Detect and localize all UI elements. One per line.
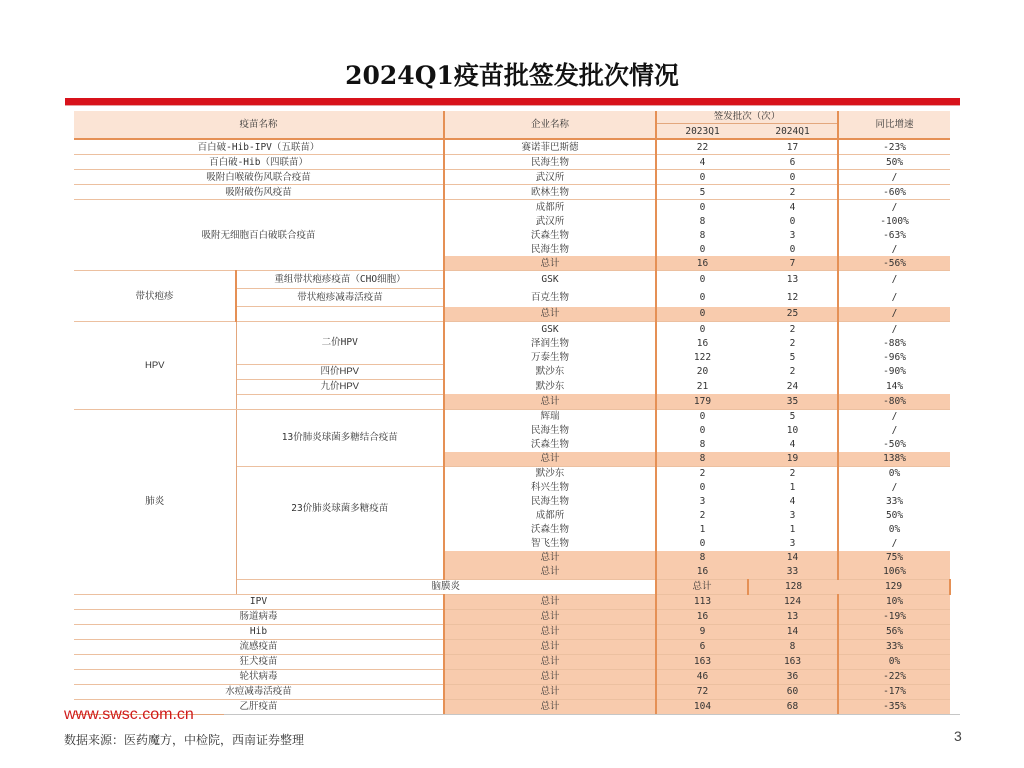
yoy-cell: /: [891, 308, 898, 320]
yoy-cell: /: [891, 201, 898, 213]
vaccine-cell: 带状疱疹减毒活疫苗: [236, 289, 444, 307]
q2023-cell: 5: [699, 186, 706, 198]
q2024-cell: 5: [748, 409, 838, 424]
header-2023q1: 2023Q1: [685, 125, 720, 137]
q2024-cell: 5: [748, 350, 838, 364]
yoy-cell: 0%: [888, 656, 901, 667]
q2024-cell: 3: [748, 228, 838, 242]
q2023-cell: 0: [699, 171, 706, 183]
q2024-cell: 2: [748, 466, 838, 481]
q2024-cell: 19: [748, 452, 838, 467]
q2023-cell: 2: [699, 468, 706, 479]
company-cell: 默沙东: [444, 379, 656, 394]
company-cell: 民海生物: [444, 155, 656, 170]
vaccine-cell: 乙肝疫苗: [74, 699, 444, 714]
table-row: [74, 185, 950, 200]
q2024-cell: 6: [748, 155, 838, 170]
table-row: [74, 200, 950, 215]
q2024-cell: 3: [748, 537, 838, 551]
vaccine-cell: 吸附无细胞百白破联合疫苗: [74, 200, 444, 271]
q2024-cell: 13: [748, 609, 838, 624]
yoy-cell: -60%: [883, 186, 906, 198]
q2024-cell: 163: [748, 654, 838, 669]
yoy-cell: 0%: [888, 468, 901, 479]
total-row: [74, 624, 950, 639]
q2023-cell: 72: [696, 686, 709, 697]
company-cell: 总计: [444, 654, 656, 669]
company-cell: 赛诺菲巴斯德: [444, 139, 656, 155]
q2024-cell: 17: [748, 139, 838, 155]
q2023-cell: 104: [693, 701, 712, 712]
total-row: [74, 699, 950, 714]
q2024-cell: 8: [748, 639, 838, 654]
vaccine-cell-blank: [236, 551, 444, 565]
yoy-cell: /: [891, 482, 898, 493]
company-cell: 总计: [444, 699, 656, 714]
company-cell: GSK: [444, 271, 656, 289]
data-source-note: 数据来源：医药魔方，中检院，西南证券整理: [64, 733, 305, 747]
yoy-cell: 14%: [885, 381, 904, 392]
q2024-cell: 1: [748, 523, 838, 537]
table-row: [74, 322, 950, 337]
q2023-cell: 8: [699, 229, 706, 241]
yoy-cell: -17%: [883, 686, 906, 697]
yoy-cell: -100%: [880, 215, 909, 227]
company-cell: 成都所: [444, 200, 656, 215]
vaccine-cell-blank: [236, 307, 444, 322]
company-cell: 辉瑞: [444, 409, 656, 424]
q2023-cell: 0: [699, 274, 706, 286]
company-cell: 泽润生物: [444, 336, 656, 350]
vaccine-cell: 九价HPV: [236, 379, 444, 394]
footer-divider: [224, 714, 960, 715]
vaccine-cell-blank: [236, 565, 444, 580]
vaccine-cell: 流感疫苗: [74, 639, 444, 654]
vaccine-cell: Hib: [74, 624, 444, 639]
vaccine-cell: 肠道病毒: [74, 609, 444, 624]
company-cell: 默沙东: [444, 364, 656, 379]
q2023-cell: 2: [699, 510, 706, 521]
yoy-cell: /: [891, 425, 898, 436]
category-cell: 肺炎: [74, 409, 236, 594]
company-cell: 总计: [444, 669, 656, 684]
yoy-cell: -19%: [883, 611, 906, 622]
company-cell: 民海生物: [444, 495, 656, 509]
q2023-cell: 1: [699, 524, 706, 535]
vaccine-cell: 四价HPV: [236, 364, 444, 379]
page-title: 2024Q1疫苗批签发批次情况: [345, 61, 679, 90]
q2024-cell: 14: [748, 551, 838, 565]
q2024-cell: 4: [748, 495, 838, 509]
company-cell: 科兴生物: [444, 481, 656, 495]
q2023-cell: 3: [699, 496, 706, 507]
table-row: [74, 155, 950, 170]
q2024-cell: 33: [748, 565, 838, 580]
q2024-cell: 1: [748, 481, 838, 495]
q2024-cell: 129: [838, 579, 950, 594]
yoy-cell: 138%: [883, 453, 906, 464]
vaccine-cell: IPV: [74, 594, 444, 609]
yoy-cell: 75%: [885, 552, 904, 563]
header-vaccine-name: 疫苗名称: [74, 111, 444, 139]
title-underline-shadow: [65, 105, 960, 106]
yoy-cell: 33%: [885, 641, 904, 652]
company-cell: 总计: [444, 609, 656, 624]
yoy-cell: /: [891, 538, 898, 549]
q2024-cell: 4: [748, 200, 838, 215]
q2023-cell: 8: [699, 552, 706, 563]
yoy-cell: -96%: [883, 351, 906, 363]
page-number: 3: [954, 728, 962, 744]
total-row: [74, 684, 950, 699]
yoy-cell: /: [891, 323, 898, 335]
q2023-cell: 16: [696, 611, 709, 622]
company-cell: 总计: [444, 551, 656, 565]
yoy-cell: -90%: [883, 366, 906, 377]
company-cell: 沃森生物: [444, 438, 656, 452]
company-cell: 总计: [444, 394, 656, 409]
q2023-cell: 46: [696, 671, 709, 682]
yoy-cell: /: [891, 171, 898, 183]
company-cell: 智飞生物: [444, 537, 656, 551]
total-row: [74, 609, 950, 624]
yoy-cell: 10%: [885, 596, 904, 607]
header-company-name: 企业名称: [444, 111, 656, 139]
vaccine-cell: 脑膜炎: [236, 579, 656, 594]
q2024-cell: 2: [748, 185, 838, 200]
yoy-cell: /: [891, 411, 898, 422]
vaccine-batch-table: [74, 111, 950, 715]
vaccine-cell: 二价HPV: [236, 322, 444, 365]
total-row: [74, 639, 950, 654]
q2023-cell: 113: [693, 596, 712, 607]
vaccine-cell: 吸附破伤风疫苗: [74, 185, 444, 200]
yoy-cell: -80%: [883, 395, 906, 407]
q2023-cell: 0: [699, 201, 706, 213]
q2023-cell: 179: [693, 395, 712, 407]
q2023-cell: 128: [784, 581, 803, 592]
vaccine-cell: 轮状病毒: [74, 669, 444, 684]
q2023-cell: 0: [699, 411, 706, 422]
q2023-cell: 16: [696, 337, 709, 349]
q2024-cell: 14: [748, 624, 838, 639]
company-cell: 总计: [444, 307, 656, 322]
q2024-cell: 36: [748, 669, 838, 684]
q2023-cell: 16: [696, 257, 709, 269]
q2023-cell: 0: [699, 323, 706, 335]
company-cell: 万泰生物: [444, 350, 656, 364]
company-cell: 成都所: [444, 509, 656, 523]
yoy-cell: -22%: [883, 671, 906, 682]
q2023-cell: 16: [696, 566, 709, 577]
q2024-cell: 4: [748, 438, 838, 452]
q2024-cell: 2: [748, 322, 838, 337]
q2023-cell: 0: [699, 308, 706, 320]
yoy-cell: /: [891, 274, 898, 286]
q2023-cell: 8: [699, 453, 706, 464]
q2024-cell: 12: [748, 289, 838, 307]
company-cell: 总计: [444, 565, 656, 580]
yoy-cell: 0%: [888, 524, 901, 535]
table-row: [74, 409, 950, 424]
category-cell: HPV: [74, 322, 236, 410]
vaccine-cell: 13价肺炎球菌多糖结合疫苗: [236, 409, 444, 466]
q2024-cell: 0: [748, 170, 838, 185]
yoy-cell: -35%: [883, 701, 906, 712]
q2023-cell: 8: [699, 215, 706, 227]
q2023-cell: 22: [696, 141, 709, 153]
q2024-cell: 0: [748, 242, 838, 256]
company-cell: 欧林生物: [444, 185, 656, 200]
q2023-cell: 0: [699, 243, 706, 255]
q2024-cell: 10: [748, 424, 838, 438]
company-cell: 总计: [444, 684, 656, 699]
vaccine-cell-blank: [236, 394, 444, 409]
title-underline-bar: [65, 98, 960, 105]
yoy-cell: -56%: [883, 257, 906, 269]
yoy-cell: -23%: [883, 141, 906, 153]
q2023-cell: 6: [699, 641, 706, 652]
yoy-cell: 56%: [885, 626, 904, 637]
yoy-cell: -50%: [883, 439, 906, 450]
company-cell: GSK: [444, 322, 656, 337]
vaccine-cell: 水痘减毒活疫苗: [74, 684, 444, 699]
vaccine-cell: 吸附白喉破伤风联合疫苗: [74, 170, 444, 185]
company-cell: 总计: [444, 256, 656, 271]
vaccine-cell: 百白破-Hib（四联苗）: [74, 155, 444, 170]
footer-url[interactable]: www.swsc.com.cn: [64, 706, 194, 723]
yoy-cell: -63%: [883, 229, 906, 241]
yoy-cell: /: [891, 243, 898, 255]
q2024-cell: 2: [748, 336, 838, 350]
company-cell: 百克生物: [444, 289, 656, 307]
yoy-cell: 33%: [885, 496, 904, 507]
table-header-row: [74, 111, 950, 124]
yoy-cell: /: [891, 292, 898, 303]
q2024-cell: 2: [748, 364, 838, 379]
q2023-cell: 0: [699, 425, 706, 436]
table-row: [74, 271, 950, 289]
company-cell: 民海生物: [444, 242, 656, 256]
company-cell: 总计: [444, 624, 656, 639]
company-cell: 总计: [656, 579, 748, 594]
yoy-cell: 50%: [885, 510, 904, 521]
q2023-cell: 0: [699, 538, 706, 549]
company-cell: 沃森生物: [444, 523, 656, 537]
q2024-cell: 124: [748, 594, 838, 609]
yoy-cell: 50%: [885, 156, 904, 168]
q2023-cell: 20: [696, 366, 709, 377]
q2023-cell: 9: [699, 626, 706, 637]
q2024-cell: 25: [748, 307, 838, 322]
q2023-cell: 0: [699, 482, 706, 493]
table-row: [74, 170, 950, 185]
company-cell: 总计: [444, 639, 656, 654]
header-2024q1: 2024Q1: [748, 124, 838, 140]
company-cell: 武汉所: [444, 170, 656, 185]
company-cell: 武汉所: [444, 214, 656, 228]
company-cell: 总计: [444, 452, 656, 467]
vaccine-cell: 23价肺炎球菌多糖疫苗: [236, 466, 444, 551]
total-row: [74, 594, 950, 609]
company-cell: 总计: [444, 594, 656, 609]
table-row: [74, 139, 950, 155]
yoy-cell: -88%: [883, 337, 906, 349]
q2024-cell: 7: [748, 256, 838, 271]
vaccine-cell: 百白破-Hib-IPV（五联苗）: [74, 139, 444, 155]
total-row: [74, 669, 950, 684]
q2023-cell: 163: [693, 656, 712, 667]
q2024-cell: 13: [748, 271, 838, 289]
vaccine-cell: 重组带状疱疹疫苗（CHO细胞）: [236, 271, 444, 289]
q2023-cell: 122: [693, 351, 712, 363]
q2024-cell: 68: [748, 699, 838, 714]
q2023-cell: 8: [699, 439, 706, 450]
q2023-cell: 0: [699, 292, 706, 303]
category-cell: 带状疱疹: [74, 271, 236, 322]
header-batch-group: 签发批次（次）: [656, 111, 838, 124]
total-row: [74, 654, 950, 669]
q2024-cell: 35: [748, 394, 838, 409]
company-cell: 沃森生物: [444, 228, 656, 242]
company-cell: 默沙东: [444, 466, 656, 481]
q2024-cell: 0: [748, 214, 838, 228]
q2024-cell: 3: [748, 509, 838, 523]
yoy-cell: 106%: [883, 566, 906, 577]
vaccine-cell: 狂犬疫苗: [74, 654, 444, 669]
q2023-cell: 21: [696, 381, 709, 392]
company-cell: 民海生物: [444, 424, 656, 438]
header-yoy: 同比增速: [875, 119, 914, 130]
q2024-cell: 60: [748, 684, 838, 699]
q2023-cell: 4: [699, 156, 706, 168]
q2024-cell: 24: [748, 379, 838, 394]
